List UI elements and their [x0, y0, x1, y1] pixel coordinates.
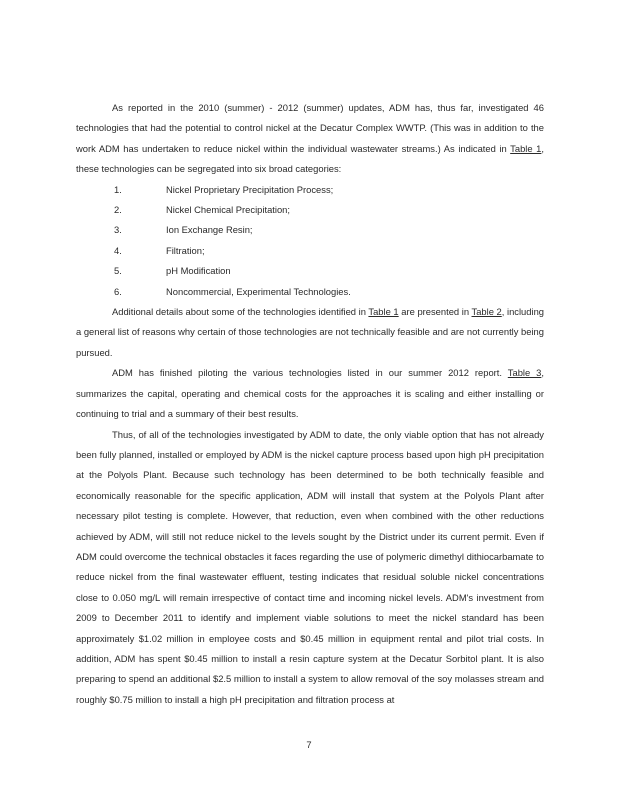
- list-item-text: Noncommercial, Experimental Technologies.: [166, 285, 351, 297]
- details-paragraph: [76, 302, 544, 363]
- page-number: 7: [306, 739, 312, 750]
- list-item: [76, 261, 544, 281]
- intro-paragraph: [76, 98, 544, 180]
- list-item: [76, 241, 544, 261]
- conclusion-paragraph: Thus, of all of the technologies investigated by ADM to date, the only viable option that has not already been fully planned, installed or employed by ADM is the nickel capture process based upon high pH precipitation at the Polyols Plant. Because such technology has been determined to be both technically feasible and economically reasonable for the specific application, ADM will install that system at the Polyols Plant after necessary pilot testing is complete. However, that reduction, even when combined with the other reductions achieved by ADM, will still not reduce nickel to the levels sought by the District under its current permit. Even if ADM could overcome the technical obstacles it faces regarding the use of polymeric dimethyl dithiocarbamate to reduce nickel from the final wastewater effluent, testing indicates that residual soluble nickel concentrations close to 0.050 mg/L will remain irrespective of contact time and incoming nickel levels. ADM's investment from 2009 to December 2011 to identify and implement viable solutions to meet the nickel standard has been approximately $1.02 million in employee costs and $0.45 million in equipment rental and pilot trial costs. In addition, ADM has spent $0.45 million to install a resin capture system at the Decatur Sorbitol plant. It is also preparing to spend an additional $2.5 million to install a system to allow removal of the soy molasses stream and roughly $0.75 million to install a high pH precipitation and filtration process at: [76, 428, 544, 705]
- list-item-text: Ion Exchange Resin;: [166, 224, 253, 236]
- list-item-text: Nickel Chemical Precipitation;: [166, 204, 291, 216]
- list-item: [76, 180, 544, 200]
- piloting-text: ADM has finished piloting the various technologies listed in our summer 2012 report.: [112, 367, 508, 379]
- piloting-paragraph: [76, 363, 544, 424]
- table-2-reference: Table 2: [471, 306, 502, 318]
- list-item-number: 4.: [114, 244, 122, 256]
- category-list: [76, 180, 544, 302]
- details-text-mid: are presented in: [398, 306, 472, 318]
- list-item: [76, 282, 544, 302]
- body-text: [76, 98, 544, 710]
- list-item-number: 2.: [114, 204, 122, 216]
- table-1-reference: Table 1: [510, 142, 542, 154]
- list-item-number: 5.: [114, 265, 122, 277]
- piloting-text-end: , summarizes the capital, operating and chemical costs for the approaches it is scaling and either installing or continuing to trial and a summary of their best results.: [76, 367, 544, 420]
- list-item: [76, 200, 544, 220]
- details-text: Additional details about some of the technologies identified in: [112, 306, 369, 318]
- list-item-text: pH Modification: [166, 265, 231, 277]
- list-item-number: 1.: [114, 183, 122, 195]
- intro-text: As reported in the 2010 (summer) - 2012 (summer) updates, ADM has, thus far, investigated 46 technologies that had the potential to control nickel at the Decatur Complex WWTP. (This was in addition to the work ADM has undertaken to reduce nickel within the individual wastewater streams.) As indicated in: [76, 102, 544, 154]
- intro-text-end: , these technologies can be segregated into six broad categories:: [76, 142, 545, 175]
- list-item-text: Filtration;: [166, 244, 205, 256]
- table-3-reference: Table 3: [507, 367, 542, 379]
- list-item-number: 6.: [114, 285, 122, 297]
- list-item-number: 3.: [114, 224, 122, 236]
- table-1-reference: Table 1: [368, 306, 399, 318]
- list-item-text: Nickel Proprietary Precipitation Process;: [166, 183, 334, 195]
- details-text-end: , including a general list of reasons why certain of those technologies are not technically feasible and are not currently being pursued.: [76, 306, 544, 358]
- list-item: [76, 220, 544, 240]
